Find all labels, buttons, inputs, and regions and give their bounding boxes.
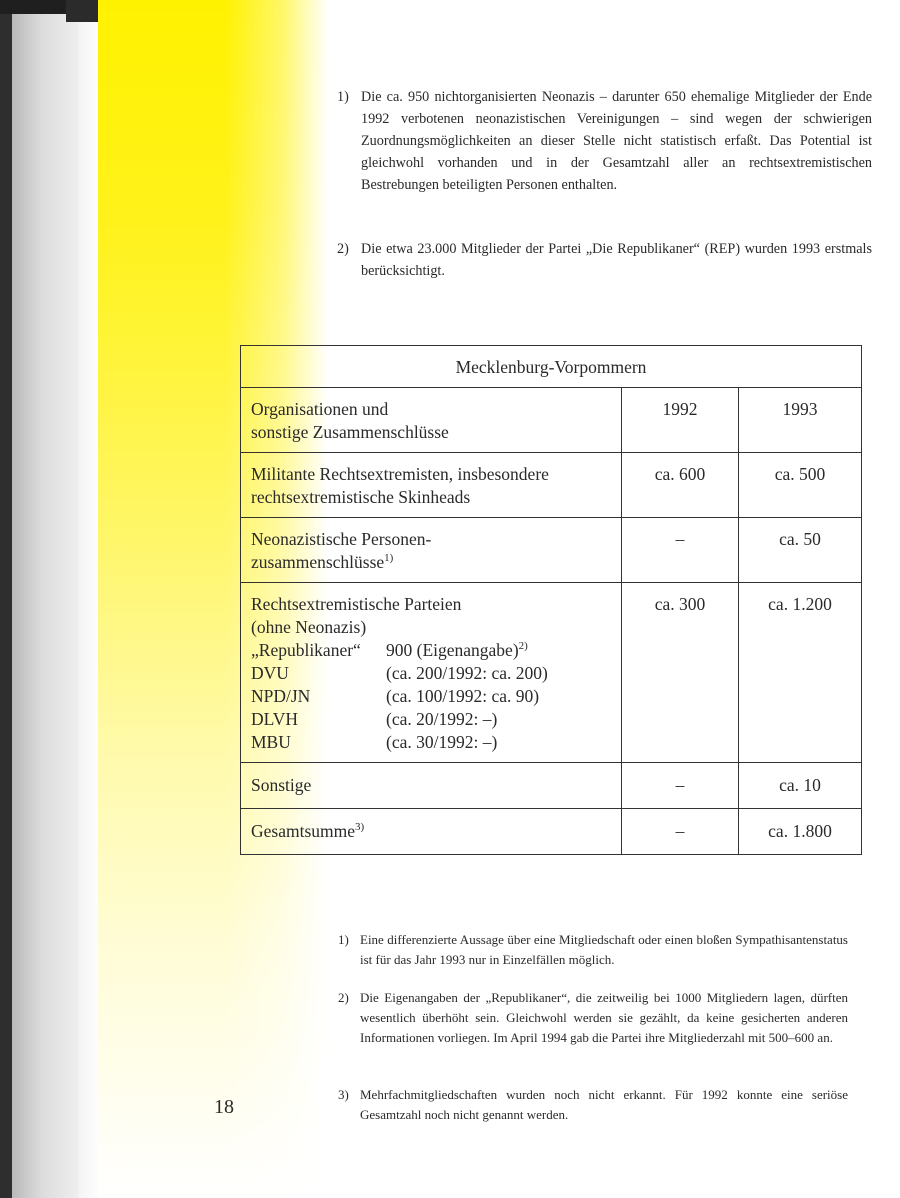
sub-party-name: MBU (251, 732, 291, 752)
sub-party-line (251, 662, 611, 685)
top-note-1 (337, 86, 872, 196)
sub-party-name: DLVH (251, 709, 298, 729)
page-edge-shadow (0, 0, 12, 1198)
header-1992: 1992 (622, 388, 739, 453)
footnote-ref: 2) (518, 640, 528, 653)
note-text: Die etwa 23.000 Mitglieder der Partei „Die Republikaner“ (REP) wurden 1993 erstmals berücksichtigt. (361, 241, 872, 279)
value-1992: ca. 300 (622, 583, 739, 763)
value-1993: ca. 50 (739, 518, 862, 583)
header-label (241, 388, 622, 453)
table-row (241, 453, 862, 518)
footnote-1 (338, 930, 848, 970)
note-number: 2) (337, 241, 349, 257)
parteien-label-line1: Rechtsextremistische Parteien (251, 594, 462, 614)
total-label: Gesamtsumme (251, 821, 356, 841)
note-text: Die ca. 950 nichtorganisierten Neonazis – darunter 650 ehemalige Mitglieder der Ende 1992 verbotenen neonazistischen Vereinigungen – sind wegen der schwierigen Zuordnungsmöglichkeiten an dieser Stelle nicht statistisch erfaßt. Das Potential ist gleichwohl vorhanden und in der Gesamtzahl aller an rechtsextremistischen Bestrebungen beteiligten Personen enthalten. (361, 89, 872, 193)
top-note-2 (337, 238, 872, 282)
header-label-line2: sonstige Zusammenschlüsse (251, 422, 449, 442)
sub-party-value: (ca. 100/1992: ca. 90) (386, 686, 540, 706)
republikaner-line (251, 639, 611, 662)
sub-party-name: DVU (251, 663, 289, 683)
table-header-row (241, 388, 862, 453)
footnote-number: 1) (338, 932, 349, 947)
footnote-text: Die Eigenangaben der „Republikaner“, die zeitweilig bei 1000 Mitgliedern lagen, dürften wesentlich überhöht sein. Gleichwohl werden sie gezählt, da keine gesicherten anderen Informationen vorliegen. Im April 1994 gab die Partei ihre Mitgliederzahl mit 500–600 an. (360, 990, 848, 1045)
footnote-2 (338, 988, 848, 1048)
row-label (241, 518, 622, 583)
sub-party-value: (ca. 200/1992: ca. 200) (386, 663, 548, 683)
table-row-total (241, 809, 862, 855)
row-label-line2: rechtsextremistische Skinheads (251, 487, 471, 507)
row-label (241, 453, 622, 518)
page-margin-strip (78, 0, 98, 1198)
value-1992: – (622, 763, 739, 809)
row-label (241, 809, 622, 855)
footnote-text: Mehrfachmitgliedschaften wurden noch nicht erkannt. Für 1992 konnte eine seriöse Gesamtzahl noch nicht genannt werden. (360, 1087, 848, 1122)
footnote-text: Eine differenzierte Aussage über eine Mitgliedschaft oder einen bloßen Sympathisantenstatus ist für das Jahr 1993 nur in Einzelfällen möglich. (360, 932, 848, 967)
parteien-label-line2: (ohne Neonazis) (251, 617, 367, 637)
row-label (241, 583, 622, 763)
table-row-sonstige (241, 763, 862, 809)
page-number: 18 (214, 1096, 234, 1118)
value-1992: – (622, 518, 739, 583)
value-1993: ca. 500 (739, 453, 862, 518)
table-title: Mecklenburg-Vorpommern (241, 346, 862, 388)
republikaner-value-wrap (386, 639, 528, 662)
row-label-line1: Neonazistische Personen- (251, 529, 432, 549)
table-row (241, 518, 862, 583)
sub-party-value: (ca. 30/1992: –) (386, 732, 498, 752)
statistics-table (240, 345, 862, 855)
header-label-line1: Organisationen und (251, 399, 389, 419)
footnote-3 (338, 1085, 848, 1125)
value-1993: ca. 10 (739, 763, 862, 809)
sub-party-value: (ca. 20/1992: –) (386, 709, 498, 729)
sub-party-name: NPD/JN (251, 686, 311, 706)
footnote-number: 2) (338, 990, 349, 1005)
row-label-line2 (251, 551, 611, 574)
footnote-number: 3) (338, 1087, 349, 1102)
row-label-text: zusammenschlüsse (251, 552, 385, 572)
footnote-ref: 3) (355, 821, 365, 834)
value-1992: ca. 600 (622, 453, 739, 518)
sub-party-line (251, 731, 611, 754)
value-1993: ca. 1.800 (739, 809, 862, 855)
table-title-row (241, 346, 862, 388)
note-number: 1) (337, 89, 349, 105)
sub-party-line (251, 708, 611, 731)
footnote-ref: 1) (384, 552, 394, 565)
header-1993: 1993 (739, 388, 862, 453)
binding-shadow (12, 0, 78, 1198)
row-label: Sonstige (241, 763, 622, 809)
republikaner-label: „Republikaner“ (251, 640, 361, 660)
value-1992: – (622, 809, 739, 855)
sub-party-line (251, 685, 611, 708)
table-row-parteien (241, 583, 862, 763)
value-1993: ca. 1.200 (739, 583, 862, 763)
row-label-line1: Militante Rechtsextremisten, insbesondere (251, 464, 549, 484)
republikaner-value: 900 (Eigenangabe) (386, 640, 519, 660)
